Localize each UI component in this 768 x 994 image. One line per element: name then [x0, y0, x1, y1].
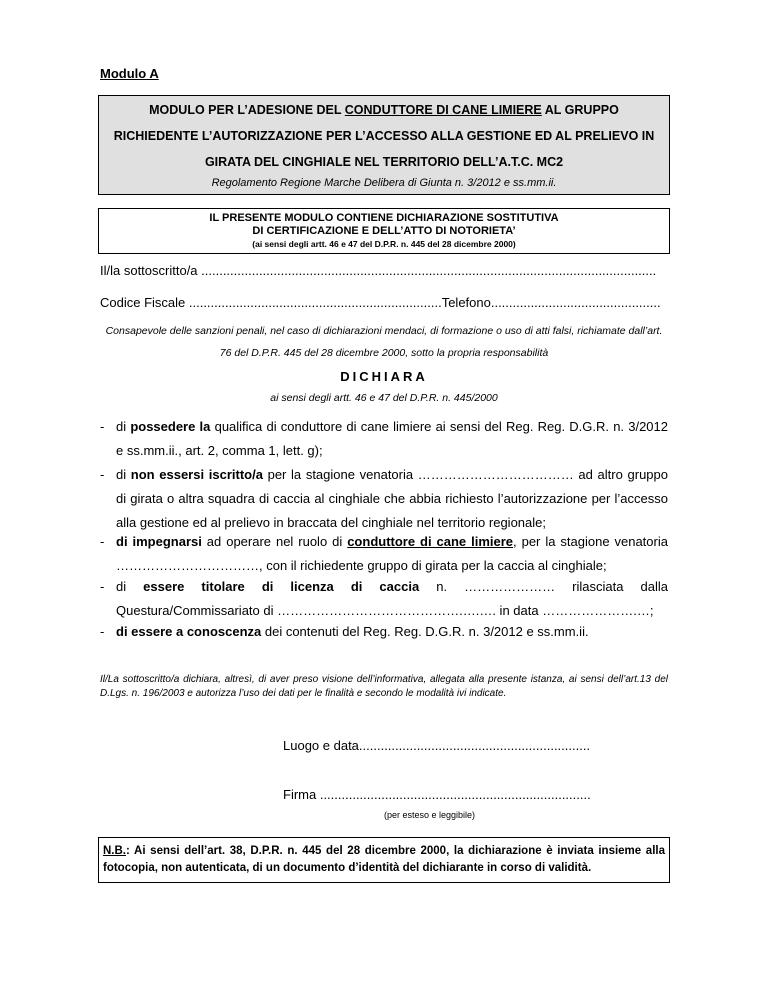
firma-note: (per esteso e leggibile) [384, 810, 476, 820]
title-box [98, 95, 670, 195]
nb-box [98, 837, 670, 883]
title-line-3: GIRATA DEL CINGHIALE NEL TERRITORIO DELL’A.T.C. MC2 [204, 155, 564, 169]
modulo-heading: Modulo A [100, 66, 159, 81]
declaration-line-2: DI CERTIFICAZIONE E DELL’ATTO DI NOTORIETA’ [252, 225, 516, 237]
sottoscritto-field[interactable]: Il/la sottoscritto/a .............................................................................................................................. [100, 263, 657, 278]
dichiara-title: DICHIARA [340, 369, 428, 384]
dichiara-subtitle: ai sensi degli artt. 46 e 47 del D.P.R. n. 445/2000 [270, 392, 498, 404]
title-line-1-post: AL GRUPPO [541, 103, 619, 117]
title-line-1 [99, 97, 669, 123]
title-line-1-pre: MODULO PER L’ADESIONE DEL [149, 103, 345, 117]
declaration-box [98, 208, 670, 254]
title-line-1-underlined: CONDUTTORE DI CANE LIMIERE [344, 103, 542, 117]
title-line-2: RICHIEDENTE L’AUTORIZZAZIONE PER L’ACCESSO ALLA GESTIONE ED AL PRELIEVO IN [113, 129, 655, 143]
nb-text: : Ai sensi dell’art. 38, D.P.R. n. 445 del 28 dicembre 2000, la dichiarazione è inviata insieme alla fotocopia, non autenticata, di un documento d’identità del dichiarante in corso di validità. [103, 845, 665, 874]
firma-field[interactable]: Firma ........................................................................... [283, 787, 591, 802]
declaration-line-3: (ai sensi degli artt. 46 e 47 del D.P.R. n. 445 del 28 dicembre 2000) [252, 239, 516, 249]
nb-label: N.B. [103, 845, 126, 857]
luogo-data-field[interactable]: Luogo e data................................................................ [283, 738, 591, 753]
consapevole-line-2: 76 del D.P.R. 445 del 28 dicembre 2000, sotto la propria responsabilità [219, 347, 549, 359]
consapevole-line-1: Consapevole delle sanzioni penali, nel caso di dichiarazioni mendaci, di formazione o uso di atti falsi, richiamate dall’art. [105, 325, 663, 337]
codice-fiscale-telefono-field[interactable]: Codice Fiscale ......................................................................Telefono............................................... [100, 295, 661, 310]
regulation-reference: Regolamento Regione Marche Delibera di Giunta n. 3/2012 e ss.mm.ii. [211, 177, 557, 189]
privacy-statement: Il/La sottoscritto/a dichiara, altresì, di aver preso visione dell’informativa, allegata alla presente istanza, ai sensi dell’art.13 del D.Lgs. n. 196/2003 e autorizza l’uso dei dati per le finalità e secondo le modalità ivi indicate. [100, 674, 668, 699]
declaration-line-1: IL PRESENTE MODULO CONTIENE DICHIARAZIONE SOSTITUTIVA [209, 212, 559, 224]
form-page: Modulo A MODULO PER L’ADESIONE DEL CONDUTTORE DI CANE LIMIERE AL GRUPPO RICHIEDENTE L’AUTORIZZAZIONE PER L’ACCESSO ALLA GESTIONE ED AL PRELIEVO IN GIRATA DEL CINGHIALE NEL TERRITORIO DELL’A.T.C. MC2 Regolamento Regione Marche Delibera di Giunta n. 3/2012 e ss.mm.ii. IL PRESENTE MODULO CONTIENE DICHIARAZIONE SOSTITUTIVA DI CERTIFICAZIONE E DELL’ATTO DI NOTORIETA’ (ai sensi degli artt. 46 e 47 del D.P.R. n. 445 del 28 dicembre 2000) Il/la sottoscritto/a .............................................................................................................................. Codice Fiscale ......................................................................Telefono............................................... Consapevole delle sanzioni penali, nel caso di dichiarazioni mendaci, di formazione o uso di atti falsi, richiamate dall’art. 76 del D.P.R. 445 del 28 dicembre 2000, sotto la propria responsabilità DICHIARA ai sensi degli artt. 46 e 47 del D.P.R. n. 445/2000 - di possedere la qualifica di conduttore di cane limiere ai sensi del Reg. Reg. D.G.R. n. 3/2012 e ss.mm.ii., art. 2, comma 1, lett. g); - di non essersi iscritto/a per la stagione venatoria ……………………………… ad altro gruppo di girata o altra squadra di caccia al cinghiale che abbia richiesto l’autorizzazione per l’accesso alla gestione ed al prelievo in braccata del cinghiale nel territorio regionale; - di impegnarsi ad operare nel ruolo di conduttore di cane limiere, per la stagione venatoria ……………………………, con il richiedente gruppo di girata per la caccia al cinghiale; - di essere titolare di licenza di caccia n. ………………… rilasciata dalla Questura/Commissariato di …………………………………….….…. in data ………………….…; - di essere a conoscenza dei contenuti del Reg. Reg. D.G.R. n. 3/2012 e ss.mm.ii. Il/La sottoscritto/a dichiara, altresì, di aver preso visione dell’informativa, allegata alla presente istanza, ai sensi dell’art.13 del D.Lgs. n. 196/2003 e autorizza l’uso dei dati per le finalità e secondo le modalità ivi indicate. Luogo e data................................................................ Firma ........................................................................... (per esteso e leggibile) N.B.: Ai sensi dell’art. 38, D.P.R. n. 445 del 28 dicembre 2000, la dichiarazione è inviata insieme alla fotocopia, non autenticata, di un documento d’identità del dichiarante in corso di validità. [0, 0, 768, 994]
